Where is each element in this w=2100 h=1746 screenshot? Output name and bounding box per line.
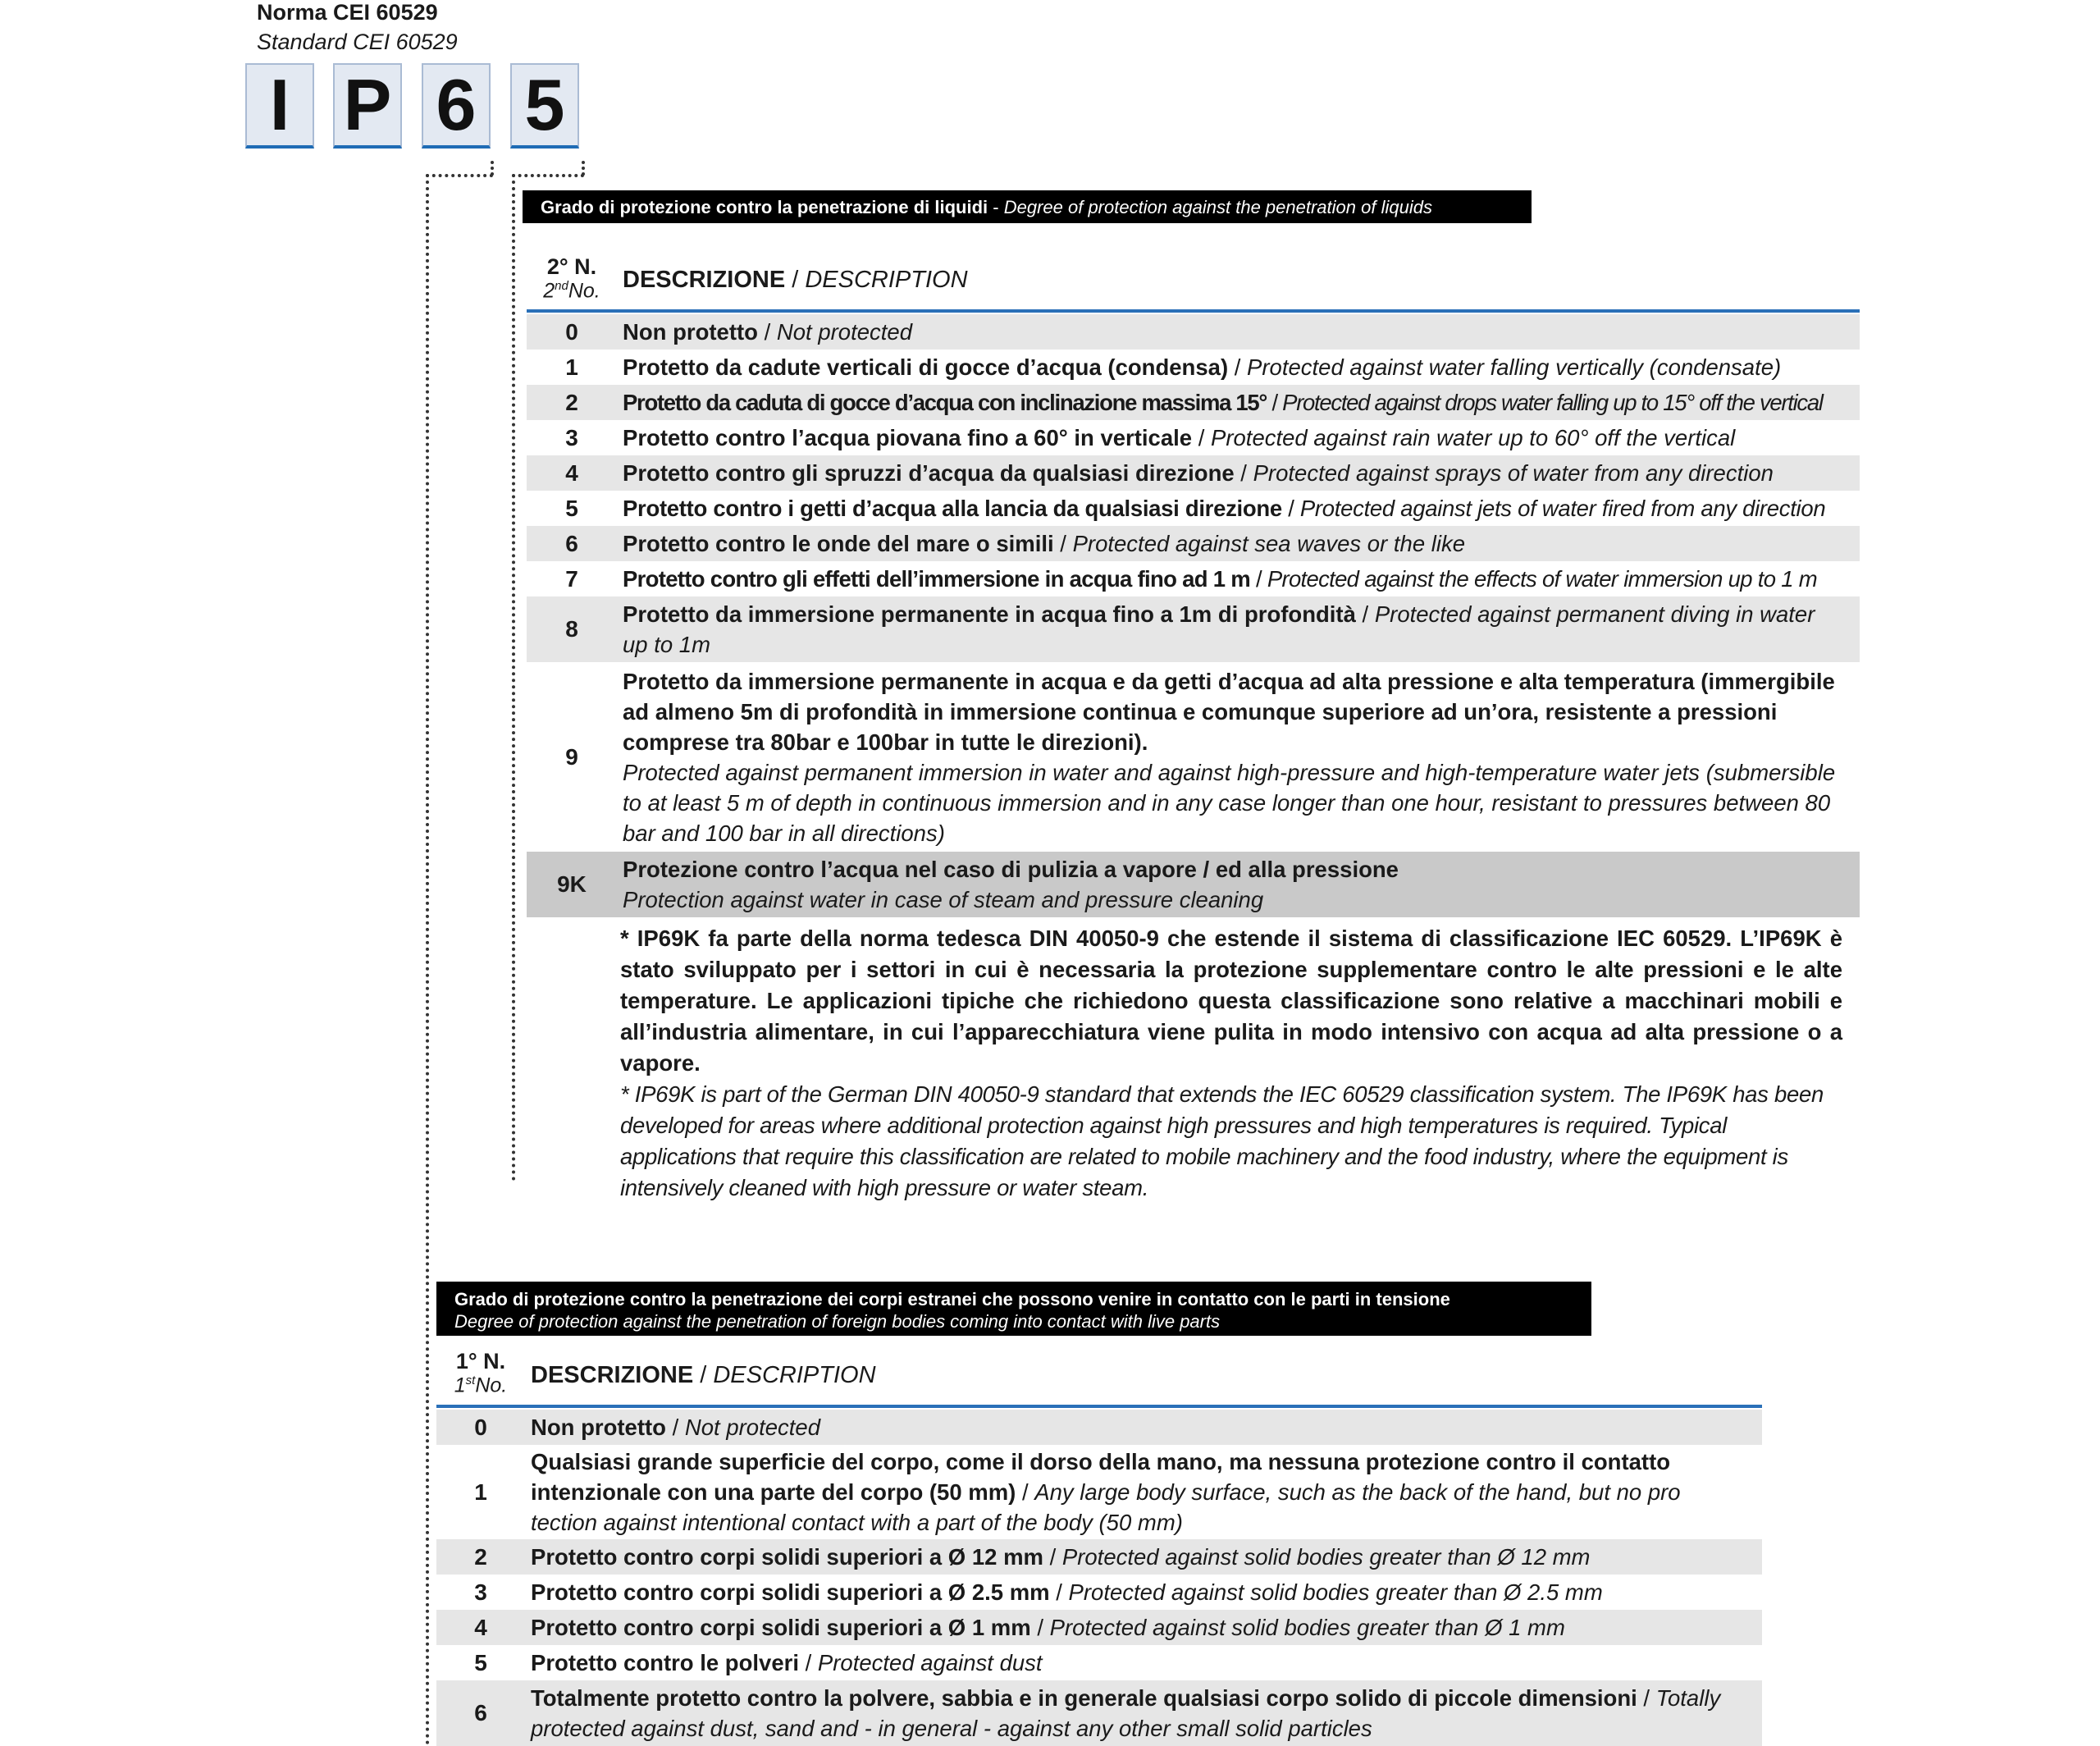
ip-code-second-digit: 5: [510, 63, 579, 149]
solids-row-1: 1 Qualsiasi grande superficie del corpo, come il dorso della mano, ma nessuna protezione contro il contatto intenzionale con una parte del corpo (50 mm) / Any large body surface, such as the back of the hand, but no pro tection against intentional contact with a part of the body (50 mm): [474, 1449, 1681, 1535]
liquids-row-8: 8 Protetto da immersione permanente in acqua fino a 1m di profondità / Protected against permanent diving in water up to 1m: [527, 596, 1860, 662]
liquids-col-number-it: 2° N.: [546, 254, 597, 279]
solids-col-number: [436, 1349, 525, 1397]
liquids-row-1: 1 Protetto da cadute verticali di gocce d’acqua (condensa) / Protected against water falling vertically (condensate): [565, 354, 1782, 380]
liquids-row-9: 9 Protetto da immersione permanente in acqua e da getti d’acqua ad alta pressione e alta temperatura (immergibile ad almeno 5m di profondità in immersione continua e comunque superiore ad un’ora, resistente a pressioni comprese tra 80bar e 100bar in tutte le direzioni). Protected against permanent immersion in water and against high-pressure and high-temperature water jets (submersible to at least 5 m of depth in continuous immersion and in any case longer than one hour, resistant to pressures between 80 bar and 100 bar in all directions): [565, 668, 1836, 846]
ip69k-note: [620, 923, 1842, 1204]
liquids-row-5: 5 Protetto contro i getti d’acqua alla lancia da qualsiasi direzione / Protected against jets of water fired from any direction: [565, 495, 1826, 521]
liquids-row-4: 4 Protetto contro gli spruzzi d’acqua da qualsiasi direzione / Protected against sprays of water from any direction: [527, 455, 1860, 491]
liquids-title-it: Grado di protezione contro la penetrazione di liquidi: [541, 197, 988, 217]
solids-row-2: 2 Protetto contro corpi solidi superiori a Ø 12 mm / Protected against solid bodies greater than Ø 12 mm: [436, 1539, 1762, 1575]
solids-row-6: 6 Totalmente protetto contro la polvere, sabbia e in generale qualsiasi corpo solido di piccole dimensioni / Totally protected against dust, sand and - in general - against any other small solid particles: [436, 1680, 1762, 1746]
solids-col-description: DESCRIZIONE / DESCRIPTION: [531, 1362, 876, 1388]
connector-second-digit-h: [512, 174, 584, 177]
solids-header-rule: [436, 1405, 1762, 1408]
liquids-col-description: DESCRIZIONE / DESCRIPTION: [623, 267, 968, 293]
liquids-row-3: 3 Protetto contro l’acqua piovana fino a 60° in verticale / Protected against rain water up to 60° off the vertical: [565, 424, 1736, 450]
liquids-table: [527, 246, 1860, 944]
connector-first-digit-h: [426, 174, 493, 177]
ip69k-note-it: * IP69K fa parte della norma tedesca DIN 40050-9 che estende il sistema di classificazione IEC 60529. L’IP69K è stato sviluppato per i settori in cui è necessaria la protezione supplementare contro le alte pressioni e le alte temperature. Le applicazioni tipiche che richiedono questa classificazione sono relative a macchinari mobili e all’industria alimentare, in cui l’apparecchiatura viene pulita in modo intensivo con acqua ad alta pressione o a vapore.: [620, 926, 1842, 1076]
solids-row-0: 0 Non protetto / Not protected: [436, 1410, 1762, 1445]
liquids-header-rule: [527, 309, 1860, 313]
norma-title: Norma CEI 60529: [257, 0, 438, 25]
connector-second-digit-v: [512, 174, 515, 1182]
liquids-title-sep: -: [988, 197, 1004, 217]
liquids-row-2: 2 Protetto da caduta di gocce d’acqua con inclinazione massima 15° / Protected against drops water falling up to 15° off the vertical: [527, 385, 1860, 420]
connector-first-digit-v: [426, 174, 429, 1746]
ip-code-letter-i: I: [245, 63, 314, 149]
liquids-col-number: [527, 254, 617, 303]
liquids-title-bar: [523, 190, 1532, 223]
liquids-row-6: 6 Protetto contro le onde del mare o simili / Protected against sea waves or the like: [527, 526, 1860, 561]
solids-title-it: Grado di protezione contro la penetrazione dei corpi estranei che possono venire in contatto con le parti in tensione: [454, 1289, 1450, 1310]
connector-second-digit-tick: [582, 161, 585, 176]
ip69k-note-en: * IP69K is part of the German DIN 40050-9 standard that extends the IEC 60529 classification system. The IP69K has been developed for areas where additional protection against high pressures and high temperatures is required. Typical applications that require this classification are related to mobile machinery and the food industry, where the equipment is intensively cleaned with high pressure or water steam.: [620, 1081, 1824, 1200]
liquids-row-7: 7 Protetto contro gli effetti dell’immersione in acqua fino ad 1 m / Protected against the effects of water immersion up to 1 m: [565, 565, 1818, 592]
solids-col-number-it: 1° N.: [455, 1349, 506, 1373]
ip-code-letter-p: P: [333, 63, 402, 149]
solids-title-bar: [436, 1282, 1591, 1336]
solids-title-en: Degree of protection against the penetration of foreign bodies coming into contact with live parts: [454, 1311, 1221, 1332]
solids-col-number-en: 1stNo.: [454, 1373, 508, 1397]
connector-first-digit-tick: [491, 161, 494, 176]
solids-row-4: 4 Protetto contro corpi solidi superiori a Ø 1 mm / Protected against solid bodies greater than Ø 1 mm: [436, 1610, 1762, 1645]
standard-subtitle: Standard CEI 60529: [257, 30, 458, 54]
ip-code-first-digit: 6: [422, 63, 491, 149]
solids-row-5: 5 Protetto contro le polveri / Protected against dust: [474, 1649, 1043, 1675]
liquids-row-0: 0 Non protetto / Not protected: [527, 314, 1860, 350]
liquids-col-number-en: 2ndNo.: [543, 279, 600, 303]
solids-row-3: 3 Protetto contro corpi solidi superiori a Ø 2.5 mm / Protected against solid bodies greater than Ø 2.5 mm: [474, 1579, 1603, 1605]
solids-table: [436, 1339, 1762, 1746]
liquids-title-en: Degree of protection against the penetration of liquids: [1003, 197, 1432, 217]
liquids-row-9k: 9K Protezione contro l’acqua nel caso di pulizia a vapore / ed alla pressione Protection against water in case of steam and pressure cleaning: [527, 852, 1860, 917]
